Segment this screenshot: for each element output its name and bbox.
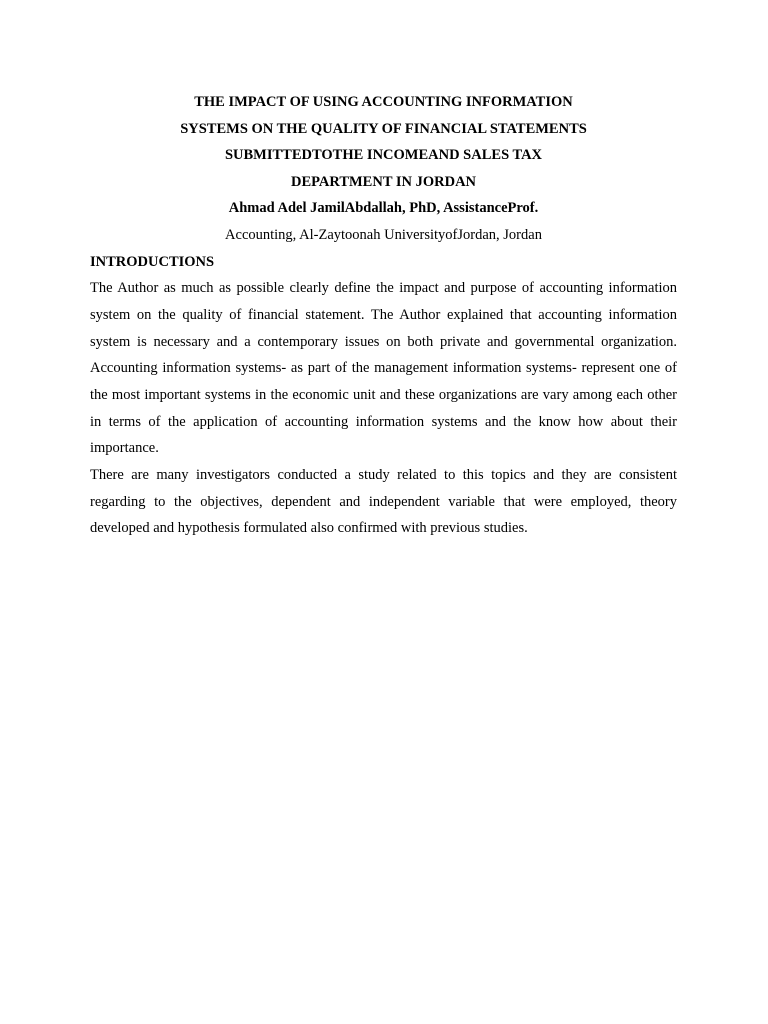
document-page [90, 89, 677, 542]
body-paragraph: The Author as much as possible clearly define the impact and purpose of accounting information system on the quality of financial statement. The Author explained that accounting information system is necessary and a contemporary issues on both private and governmental organization. Accounting information systems- as part of the management information systems- represent one of the most important systems in the economic unit and these organizations are vary among each other in terms of the application of accounting information systems and the know how about their importance. [90, 280, 677, 457]
title-line: SYSTEMS ON THE QUALITY OF FINANCIAL STATEMENTS [180, 120, 587, 137]
author-line: Ahmad Adel JamilAbdallah, PhD, AssistanceProf. [228, 200, 539, 217]
title-line: DEPARTMENT IN JORDAN [290, 173, 477, 190]
paper-title [90, 89, 677, 195]
title-line: THE IMPACT OF USING ACCOUNTING INFORMATION [194, 94, 573, 110]
title-line: SUBMITTEDTOTHE INCOMEAND SALES TAX [224, 147, 543, 164]
body-paragraph: There are many investigators conducted a study related to this topics and they are consistent regarding to the objectives, dependent and independent variable that were employed, theory developed and hypothesis formulated also confirmed with previous studies. [90, 467, 677, 537]
affiliation-line: Accounting, Al-Zaytoonah UniversityofJordan, Jordan [225, 226, 542, 243]
section-heading: INTRODUCTIONS [90, 253, 215, 270]
